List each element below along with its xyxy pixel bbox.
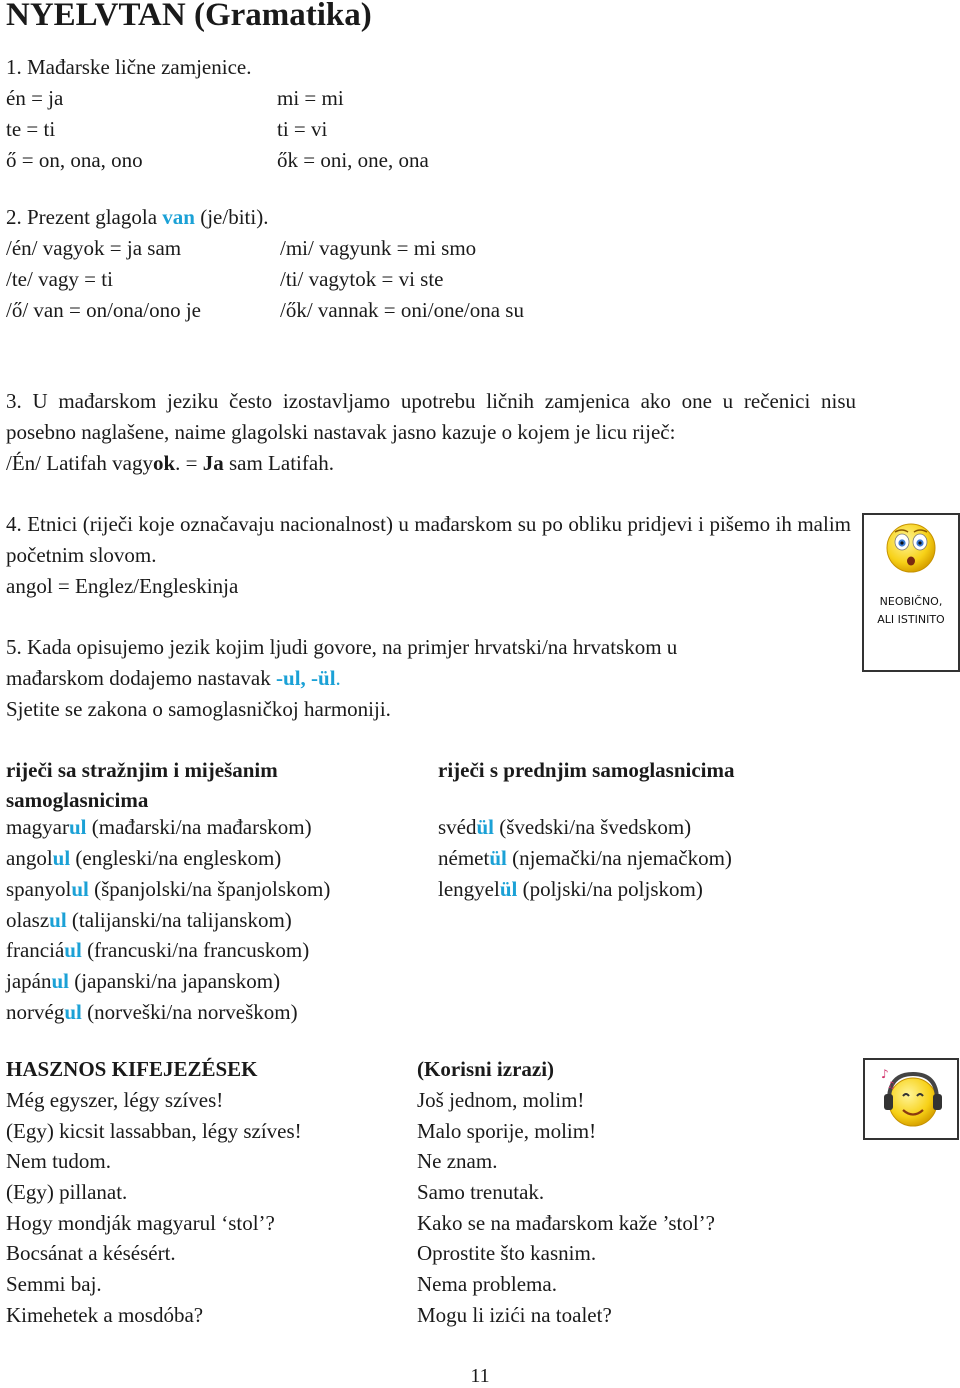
phrase-hu: Semmi baj. [6, 1272, 102, 1296]
callout-line1: NEOBIČNO, [879, 595, 943, 608]
word-stem: norvég [6, 1000, 65, 1024]
section2-verb: van [162, 205, 195, 229]
section3-text: 3. U mađarskom jeziku često izostavljamo upotrebu ličnih zamjenica ako one u rečenici nisu posebno naglašene, naime glagolski nastavak jasno kazuje o kojem je licu riječ: [6, 389, 856, 444]
section4-text: 4. Etnici (riječi koje označavaju nacionalnost) u mađarskom su po obliku pridjevi i pišemo ih malim početnim slovom. [6, 512, 851, 567]
phrase-hu: Hogy mondják magyarul ‘stol’? [6, 1211, 275, 1235]
phrase-hr: Malo sporije, molim! [417, 1119, 597, 1143]
pronoun-left-2: te = ti [6, 117, 56, 141]
pronoun-right-2: ti = vi [277, 117, 328, 141]
example-part-a: /Én/ Latifah vagy [6, 451, 153, 475]
section4-example: angol = Englez/Engleskinja [6, 574, 239, 598]
pronoun-left-1: én = ja [6, 86, 64, 110]
section5-line1: 5. Kada opisujemo jezik kojim ljudi govore, na primjer hrvatski/na hrvatskom u [6, 635, 678, 659]
word-gloss: (japanski/na japanskom) [69, 969, 281, 993]
section5-line3: Sjetite se zakona o samoglasničkoj harmoniji. [6, 697, 391, 721]
conjugation-right-3: /ők/ vannak = oni/one/ona su [280, 298, 524, 322]
word-suffix: ul [71, 877, 89, 901]
list-item [438, 843, 732, 874]
word-suffix: ul [64, 1000, 82, 1024]
list-item [6, 843, 281, 874]
listening-box [863, 1058, 959, 1140]
section2-heading-pre: 2. Prezent glagola [6, 205, 163, 229]
word-stem: angol [6, 846, 53, 870]
phrase-hr: Oprostite što kasnim. [417, 1241, 597, 1265]
word-gloss: (španjolski/na španjolskom) [88, 877, 331, 901]
page-number: 11 [470, 1365, 490, 1387]
example-pronoun: Ja [202, 451, 224, 475]
list-item [6, 935, 309, 966]
word-suffix: ul [68, 815, 87, 839]
conjugation-left-2: /te/ vagy = ti [6, 267, 113, 291]
word-suffix: ul [52, 846, 71, 870]
word-gloss: (švedski/na švedskom) [494, 815, 692, 839]
pronoun-right-3: ők = oni, one, ona [277, 148, 429, 172]
word-suffix: ul [64, 938, 82, 962]
example-part-c: . = [175, 451, 203, 475]
conjugation-left-3: /ő/ van = on/ona/ono je [6, 298, 201, 322]
word-suffix: ul [51, 969, 69, 993]
svg-text:♫: ♫ [887, 1081, 896, 1091]
pronoun-right-1: mi = mi [277, 86, 344, 110]
word-stem: franciá [6, 938, 65, 962]
section2-heading-post: (je/biti). [194, 205, 269, 229]
word-gloss: (norveški/na norveškom) [81, 1000, 298, 1024]
front-vowels-header: riječi s prednjim samoglasnicima [438, 758, 735, 782]
word-stem: német [438, 846, 490, 870]
word-gloss: (engleski/na engleskom) [70, 846, 282, 870]
list-item [6, 966, 280, 997]
surprised-emoji-icon [884, 521, 938, 575]
phrase-hr: Nema problema. [417, 1272, 557, 1296]
list-item [438, 812, 691, 843]
phrase-hu: Kimehetek a mosdóba? [6, 1303, 204, 1327]
list-item [6, 905, 292, 936]
pronoun-left-3: ő = on, ona, ono [6, 148, 143, 172]
phrases-hu-header: HASZNOS KIFEJEZÉSEK [6, 1057, 258, 1081]
section2-heading [6, 202, 268, 233]
word-stem: olasz [6, 908, 50, 932]
phrase-hr: Samo trenutak. [417, 1180, 545, 1204]
phrase-hr: Ne znam. [417, 1149, 498, 1173]
example-part-e: sam Latifah. [223, 451, 334, 475]
phrase-hu: (Egy) kicsit lassabban, légy szíves! [6, 1119, 302, 1143]
phrase-hu: Még egyszer, légy szíves! [6, 1088, 224, 1112]
word-gloss: (talijanski/na talijanskom) [66, 908, 292, 932]
conjugation-right-2: /ti/ vagytok = vi ste [280, 267, 444, 291]
headphones-emoji-icon [879, 1064, 945, 1132]
section5-line2 [6, 663, 341, 694]
phrase-hr: Mogu li izići na toalet? [417, 1303, 612, 1327]
page-title: NYELVTAN (Gramatika) [6, 0, 372, 33]
word-stem: magyar [6, 815, 69, 839]
section3-example [6, 448, 334, 479]
word-gloss: (mađarski/na mađarskom) [86, 815, 312, 839]
phrase-hu: Nem tudom. [6, 1149, 111, 1173]
conjugation-right-1: /mi/ vagyunk = mi smo [280, 236, 477, 260]
list-item [6, 997, 298, 1028]
word-stem: spanyol [6, 877, 72, 901]
phrase-hu: Bocsánat a késésért. [6, 1241, 176, 1265]
callout-line2: ALI ISTINITO [877, 613, 945, 626]
svg-text:♪: ♪ [881, 1067, 889, 1081]
back-vowels-header: riječi sa stražnjim i miješanim samoglasnicima [6, 758, 278, 812]
phrase-hr: Još jednom, molim! [417, 1088, 585, 1112]
word-suffix: ül [499, 877, 518, 901]
word-suffix: ul [49, 908, 67, 932]
section1-heading: 1. Mađarske lične zamjenice. [6, 55, 252, 79]
section5-line2-pre: mađarskom dodajemo nastavak [6, 666, 277, 690]
word-suffix: ül [489, 846, 507, 870]
phrase-hr: Kako se na mađarskom kaže ’stol’? [417, 1211, 715, 1235]
callout-box [862, 513, 960, 672]
section5-suffixes: -ul, -ül [276, 666, 336, 690]
example-suffix: ok [152, 451, 176, 475]
word-stem: svéd [438, 815, 477, 839]
section5-line2-post: . [335, 666, 341, 690]
list-item [6, 874, 330, 905]
list-item [438, 874, 703, 905]
phrase-hu: (Egy) pillanat. [6, 1180, 128, 1204]
word-stem: lengyel [438, 877, 500, 901]
list-item [6, 812, 312, 843]
conjugation-left-1: /én/ vagyok = ja sam [6, 236, 182, 260]
phrases-hr-header: (Korisni izrazi) [417, 1057, 555, 1081]
word-gloss: (francuski/na francuskom) [81, 938, 310, 962]
word-gloss: (poljski/na poljskom) [517, 877, 703, 901]
word-gloss: (njemački/na njemačkom) [506, 846, 732, 870]
word-stem: japán [6, 969, 52, 993]
word-suffix: ül [476, 815, 495, 839]
